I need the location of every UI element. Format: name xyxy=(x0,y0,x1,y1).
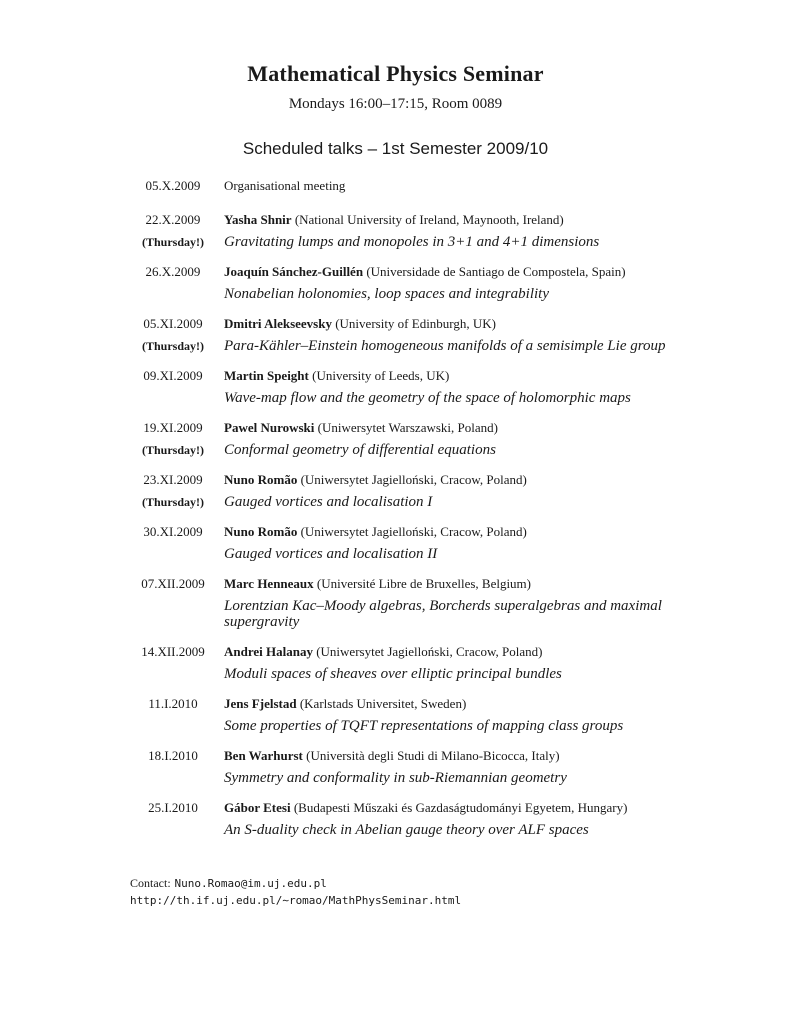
talk-info xyxy=(224,418,714,458)
speaker-name: Marc Henneaux xyxy=(224,576,314,591)
speaker-name: Dmitri Alekseevsky xyxy=(224,316,332,331)
talk-info xyxy=(224,470,714,510)
speaker-line xyxy=(224,694,714,714)
talk-title: Conformal geometry of differential equations xyxy=(224,442,496,458)
talk-date: 05.XI.2009 xyxy=(143,316,203,331)
seminar-url-link[interactable]: http://th.if.uj.edu.pl/∼romao/MathPhysSeminar.html xyxy=(130,894,462,907)
speaker-line xyxy=(224,314,714,334)
talk-entry xyxy=(0,798,791,838)
talk-entry xyxy=(0,210,791,250)
talk-entry xyxy=(0,522,791,562)
talk-date-box xyxy=(92,366,254,386)
talk-entry xyxy=(0,470,791,510)
contact-label: Contact: xyxy=(130,876,171,890)
talk-info xyxy=(224,694,714,734)
talk-date: 14.XII.2009 xyxy=(141,644,205,659)
speaker-name: Gábor Etesi xyxy=(224,800,291,815)
speaker-line xyxy=(224,642,714,662)
speaker-affiliation: (Université Libre de Bruxelles, Belgium) xyxy=(316,576,532,591)
talk-title: Moduli spaces of sheaves over elliptic principal bundles xyxy=(224,666,562,682)
talk-info xyxy=(224,314,714,354)
talk-date-box xyxy=(92,694,254,714)
talk-date-box xyxy=(92,746,254,766)
speaker-name: Ben Warhurst xyxy=(224,748,303,763)
talk-date: 25.I.2010 xyxy=(148,800,198,815)
section-heading: Scheduled talks – 1st Semester 2009/10 xyxy=(242,139,549,158)
talk-info xyxy=(224,522,714,562)
speaker-name: Nuno Romão xyxy=(224,472,298,487)
talk-title: An S-duality check in Abelian gauge theory over ALF spaces xyxy=(224,822,589,838)
speaker-line xyxy=(224,746,714,766)
talk-entry xyxy=(0,574,791,630)
speaker-name: Andrei Halanay xyxy=(224,644,313,659)
speaker-affiliation: (Universidade de Santiago de Compostela, Spain) xyxy=(366,264,626,279)
speaker-affiliation: (University of Leeds, UK) xyxy=(312,368,450,383)
speaker-line xyxy=(224,176,714,196)
speaker-name: Jens Fjelstad xyxy=(224,696,297,711)
talk-info xyxy=(224,574,714,630)
talk-date: 09.XI.2009 xyxy=(143,368,203,383)
speaker-line xyxy=(224,366,714,386)
speaker-name: Yasha Shnir xyxy=(224,212,292,227)
talk-date: 05.X.2009 xyxy=(145,178,201,193)
talk-date-box xyxy=(92,262,254,282)
page-title: Mathematical Physics Seminar xyxy=(247,61,544,86)
talk-entry xyxy=(0,694,791,734)
talk-date: 22.X.2009 xyxy=(145,212,201,227)
talk-entry xyxy=(0,176,791,196)
talk-date: 07.XII.2009 xyxy=(141,576,205,591)
talk-date: 26.X.2009 xyxy=(145,264,201,279)
talk-date-box xyxy=(92,522,254,542)
speaker-line xyxy=(224,210,714,230)
speaker-line xyxy=(224,418,714,438)
talk-info xyxy=(224,642,714,682)
contact-email[interactable]: Nuno.Romao@im.uj.edu.pl xyxy=(174,877,327,890)
talk-entry xyxy=(0,314,791,354)
talk-date-box xyxy=(92,574,254,594)
speaker-affiliation: (Karlstads Universitet, Sweden) xyxy=(299,696,467,711)
talk-date-box xyxy=(92,176,254,196)
speaker-affiliation: (Università degli Studi di Milano-Bicocca, Italy) xyxy=(306,748,560,763)
speaker-line xyxy=(224,574,714,594)
contact-block xyxy=(130,875,461,909)
speaker-name: Martin Speight xyxy=(224,368,309,383)
talk-info xyxy=(224,746,714,786)
speaker-affiliation: (Uniwersytet Jagielloński, Cracow, Poland) xyxy=(300,524,527,539)
talk-day-note: (Thursday!) xyxy=(141,443,204,457)
talk-date-box xyxy=(92,418,254,461)
speaker-affiliation: (University of Edinburgh, UK) xyxy=(335,316,497,331)
talk-day-note: (Thursday!) xyxy=(141,235,204,249)
talk-title: Nonabelian holonomies, loop spaces and integrability xyxy=(224,286,549,302)
talk-entry xyxy=(0,642,791,682)
talk-entry xyxy=(0,418,791,458)
talk-date: 30.XI.2009 xyxy=(143,524,203,539)
speaker-name: Pawel Nurowski xyxy=(224,420,315,435)
schedule-subtitle: Mondays 16:00–17:15, Room 0089 xyxy=(288,96,503,112)
talk-day-note: (Thursday!) xyxy=(141,495,204,509)
speaker-affiliation: (Uniwersytet Jagielloński, Cracow, Poland) xyxy=(316,644,543,659)
speaker-line xyxy=(224,798,714,818)
speaker-line xyxy=(224,470,714,490)
talk-title: Symmetry and conformality in sub-Riemannian geometry xyxy=(224,770,567,786)
talk-entry xyxy=(0,262,791,302)
speaker-line xyxy=(224,262,714,282)
talk-schedule xyxy=(0,176,791,850)
talk-title: Some properties of TQFT representations of mapping class groups xyxy=(224,718,624,734)
talk-info xyxy=(224,210,714,250)
talk-day-note: (Thursday!) xyxy=(141,339,204,353)
talk-title: Gauged vortices and localisation I xyxy=(224,494,433,510)
speaker-affiliation: (Budapesti Műszaki és Gazdaságtudományi Egyetem, Hungary) xyxy=(293,800,628,815)
talk-date: 23.XI.2009 xyxy=(143,472,203,487)
talk-date-box xyxy=(92,642,254,662)
talk-date: 18.I.2010 xyxy=(148,748,198,763)
speaker-name: Nuno Romão xyxy=(224,524,298,539)
talk-title: Lorentzian Kac–Moody algebras, Borcherds superalgebras and maximal supergravity xyxy=(224,598,662,630)
talk-date-box xyxy=(92,210,254,253)
talk-description: Organisational meeting xyxy=(224,178,346,193)
talk-date: 19.XI.2009 xyxy=(143,420,203,435)
speaker-line xyxy=(224,522,714,542)
talk-info xyxy=(224,798,714,838)
speaker-affiliation: (Uniwersytet Jagielloński, Cracow, Poland) xyxy=(300,472,527,487)
speaker-affiliation: (Uniwersytet Warszawski, Poland) xyxy=(317,420,498,435)
talk-title: Wave-map flow and the geometry of the space of holomorphic maps xyxy=(224,390,631,406)
talk-date: 11.I.2010 xyxy=(148,696,198,711)
talk-info xyxy=(224,262,714,302)
speaker-affiliation: (National University of Ireland, Maynooth, Ireland) xyxy=(294,212,564,227)
talk-date-box xyxy=(92,470,254,513)
talk-title: Gauged vortices and localisation II xyxy=(224,546,438,562)
talk-info xyxy=(224,176,714,196)
talk-entry xyxy=(0,746,791,786)
talk-title: Para-Kähler–Einstein homogeneous manifolds of a semisimple Lie group xyxy=(224,338,666,354)
talk-date-box xyxy=(92,314,254,357)
talk-info xyxy=(224,366,714,406)
talk-title: Gravitating lumps and monopoles in 3+1 and 4+1 dimensions xyxy=(224,234,600,250)
speaker-name: Joaquín Sánchez-Guillén xyxy=(224,264,364,279)
talk-date-box xyxy=(92,798,254,818)
talk-entry xyxy=(0,366,791,406)
